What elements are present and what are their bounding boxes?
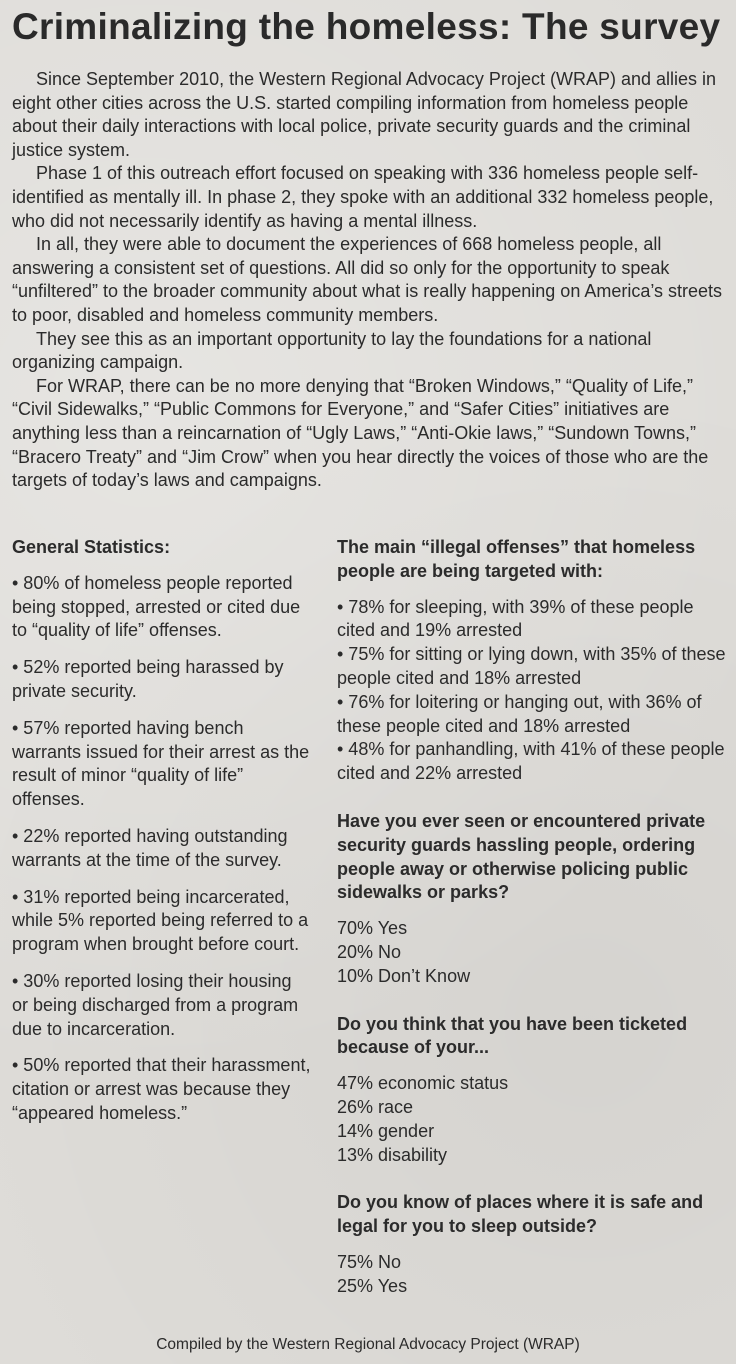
stat-item: • 50% reported that their harassment, citation or arrest was because they “appeared homeless.” <box>12 1055 311 1123</box>
sleep-answers <box>337 1251 733 1299</box>
offenses-heading: The main “illegal offenses” that homeless people are being targeted with: <box>337 537 696 581</box>
answer-item: 14% gender <box>337 1120 435 1141</box>
answer-item: 13% disability <box>337 1144 448 1165</box>
stat-item: • 80% of homeless people reported being stopped, arrested or cited due to “quality of life” offenses. <box>12 572 301 641</box>
stat-item: • 57% reported having bench warrants issued for their arrest as the result of minor “quality of life” offenses. <box>12 717 310 810</box>
stat-item: • 52% reported being harassed by private security. <box>12 657 284 701</box>
answer-item: 10% Don’t Know <box>337 965 471 986</box>
answer-item: 75% No <box>337 1251 402 1272</box>
intro-paragraph: Since September 2010, the Western Regional Advocacy Project (WRAP) and allies in eight other cities across the U.S. started compiling information from homeless people about their daily interactions with local police, private security guards and the criminal justice system. <box>12 69 717 160</box>
intro-paragraph: In all, they were able to document the experiences of 668 homeless people, all answering a consistent set of questions. All did so only for the opportunity to speak “unfiltered” to the broader community about what is really happening on America’s streets to poor, disabled and homeless community members. <box>12 234 723 325</box>
stat-item: • 30% reported losing their housing or being discharged from a program due to incarceration. <box>12 970 299 1039</box>
offense-item: • 75% for sitting or lying down, with 35% of these people cited and 18% arrested <box>337 644 726 688</box>
offenses-list <box>337 596 733 786</box>
offense-item: • 76% for loitering or hanging out, with 36% of these people cited and 18% arrested <box>337 691 702 736</box>
article-title: Criminalizing the homeless: The survey <box>12 6 721 47</box>
ticketed-question: Do you think that you have been ticketed because of your... <box>337 1013 688 1058</box>
stat-item: • 31% reported being incarcerated, while 5% reported being referred to a program when brought before court. <box>12 886 309 955</box>
intro-text <box>12 68 724 493</box>
answer-item: 25% Yes <box>337 1275 408 1296</box>
sleep-question: Do you know of places where it is safe and legal for you to sleep outside? <box>337 1192 704 1237</box>
answer-item: 26% race <box>337 1096 414 1117</box>
intro-paragraph: They see this as an important opportunity to lay the foundations for a national organizing campaign. <box>12 328 652 373</box>
ticketed-answers <box>337 1072 733 1167</box>
intro-paragraph: Phase 1 of this outreach effort focused on speaking with 336 homeless people self-identified as mentally ill. In phase 2, they spoke with an additional 332 homeless people, who did not necessarily identify as having a mental illness. <box>12 163 714 231</box>
security-answers <box>337 917 733 988</box>
source-credit: Compiled by the Western Regional Advocacy Project (WRAP) <box>156 1336 580 1353</box>
offense-item: • 48% for panhandling, with 41% of these people cited and 22% arrested <box>337 739 725 784</box>
answer-item: 70% Yes <box>337 918 408 939</box>
answer-item: 47% economic status <box>337 1073 509 1094</box>
general-statistics-column <box>12 536 312 1139</box>
general-statistics-heading: General Statistics: <box>12 537 171 557</box>
offense-item: • 78% for sleeping, with 39% of these people cited and 19% arrested <box>337 596 694 641</box>
answer-item: 20% No <box>337 941 402 962</box>
security-question: Have you ever seen or encountered private security guards hassling people, ordering people away or otherwise policing public sidewalks or parks? <box>337 810 706 903</box>
survey-results-column <box>337 536 733 1323</box>
intro-paragraph: For WRAP, there can be no more denying that “Broken Windows,” “Quality of Life,” “Civil Sidewalks,” “Public Commons for Everyone,” and “Safer Cities” initiatives are anything less than a reincarnation of “Ugly Laws,” “Anti-Okie laws,” “Sundown Towns,” “Bracero Treaty” and “Jim Crow” when you hear directly the voices of those who are the targets of today’s laws and campaigns. <box>12 375 709 491</box>
stat-item: • 22% reported having outstanding warrants at the time of the survey. <box>12 825 288 870</box>
